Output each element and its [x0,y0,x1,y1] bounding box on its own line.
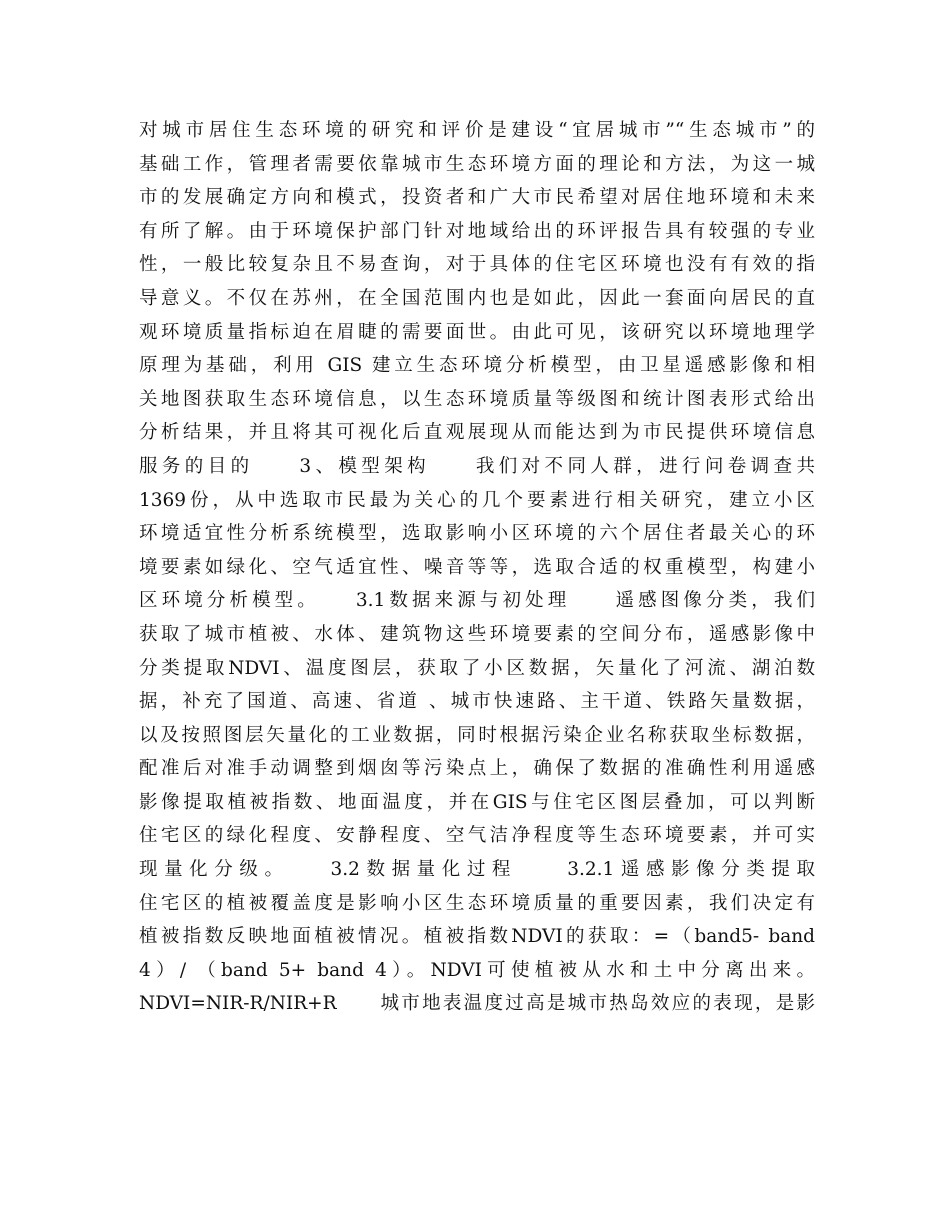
text-line: 植被指数反映地面植被情况。植被指数NDVI的获取：=（band5- band [139,926,815,948]
text-line: 住宅区的植被覆盖度是影响小区生态环境质量的重要因素，我们决定有 [139,892,815,914]
text-line: 境要素如绿化、空气适宜性、噪音等等，选取合适的权重模型，构建小 [139,556,815,578]
text-line: 有所了解。由于环境保护部门针对地域给出的环评报告具有较强的专业 [139,220,815,242]
text-line: 区环境分析模型。 3.1数据来源与初处理 遥感图像分类，我们 [139,590,815,612]
text-line: 配准后对准手动调整到烟囱等污染点上，确保了数据的准确性利用遥感 [139,758,815,780]
text-line: 市的发展确定方向和模式，投资者和广大市民希望对居住地环境和未来 [139,187,815,209]
text-line: 导意义。不仅在苏州，在全国范围内也是如此，因此一套面向居民的直 [139,287,815,309]
text-line: 现量化分级。 3.2数据量化过程 3.2.1遥感影像分类提取 [139,859,815,881]
text-line: 性，一般比较复杂且不易查询，对于具体的住宅区环境也没有有效的指 [139,254,815,276]
text-line: 服务的目的 3、模型架构 我们对不同人群，进行问卷调查共 [139,455,815,477]
text-line: 住宅区的绿化程度、安静程度、空气洁净程度等生态环境要素，并可实 [139,825,815,847]
text-line: 据，补充了国道、高速、省道 、城市快速路、主干道、铁路矢量数据， [139,691,815,713]
text-line: 1369份，从中选取市民最为关心的几个要素进行相关研究，建立小区 [139,489,815,511]
text-line: 基础工作，管理者需要依靠城市生态环境方面的理论和方法，为这一城 [139,153,815,175]
text-line: 4）/ （band 5+ band 4）。NDVI可使植被从水和土中分离出来。 [139,959,815,981]
text-line: 获取了城市植被、水体、建筑物这些环境要素的空间分布，遥感影像中 [139,623,815,645]
text-line: NDVI=NIR-R/NIR+R 城市地表温度过高是城市热岛效应的表现，是影 [139,993,815,1015]
body-text [139,114,815,1021]
text-line: 分析结果，并且将其可视化后直观展现从而能达到为市民提供环境信息 [139,422,815,444]
text-line: 原理为基础，利用 GIS 建立生态环境分析模型，由卫星遥感影像和相 [139,355,815,377]
text-line: 以及按照图层矢量化的工业数据，同时根据污染企业名称获取坐标数据， [139,724,815,746]
text-line: 环境适宜性分析系统模型，选取影响小区环境的六个居住者最关心的环 [139,523,815,545]
text-line: 对城市居住生态环境的研究和评价是建设“宜居城市”“生态城市”的 [139,120,815,141]
text-line: 观环境质量指标迫在眉睫的需要面世。由此可见，该研究以环境地理学 [139,321,815,343]
text-line: 分类提取NDVI、温度图层，获取了小区数据，矢量化了河流、湖泊数 [139,657,815,679]
text-line: 关地图获取生态环境信息，以生态环境质量等级图和统计图表形式给出 [139,388,815,410]
text-line: 影像提取植被指数、地面温度，并在GIS与住宅区图层叠加，可以判断 [139,791,815,813]
